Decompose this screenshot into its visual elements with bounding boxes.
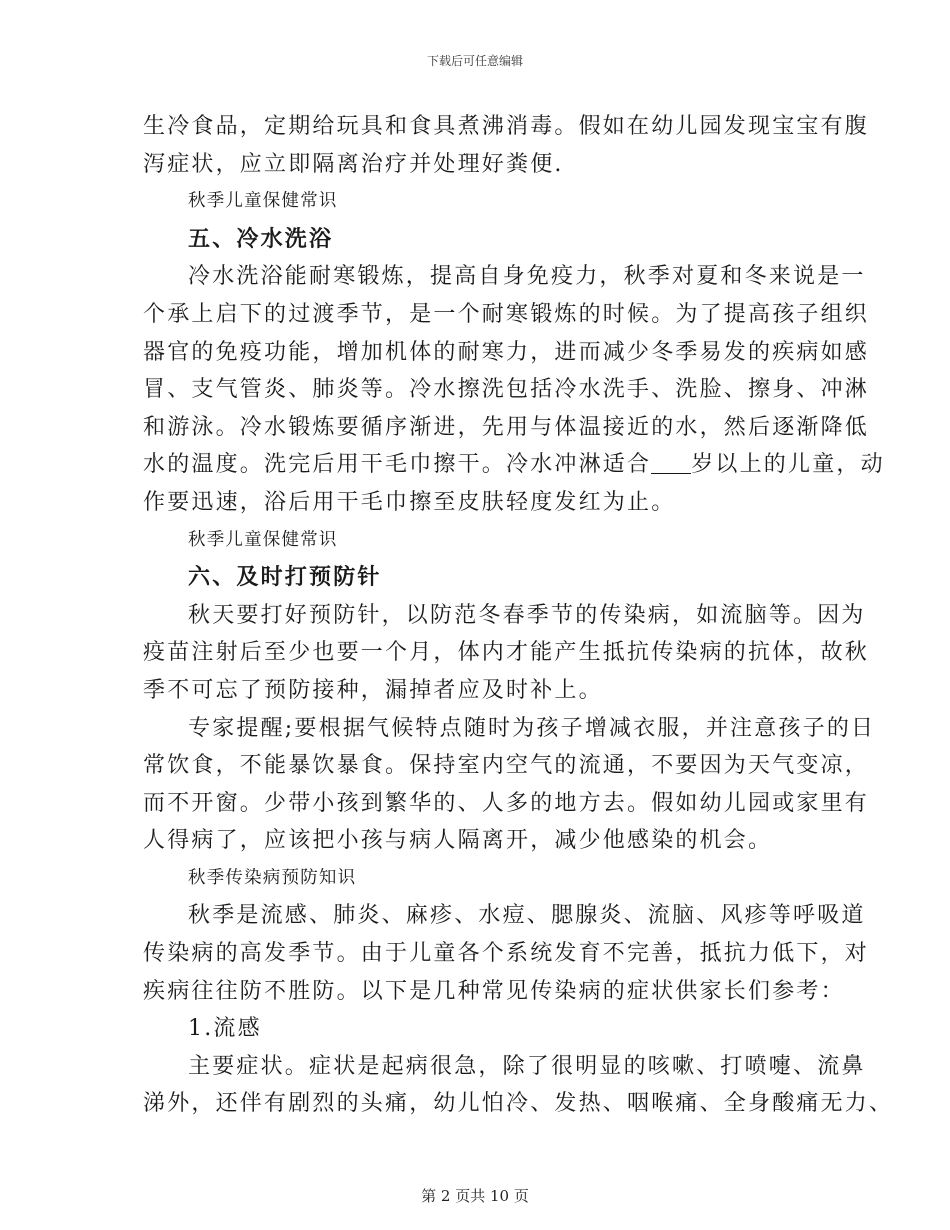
paragraph-line: 季不可忘了预防接种，漏掉者应及时补上。 <box>143 677 603 703</box>
section-label: 秋季传染病预防知识 <box>188 867 357 888</box>
paragraph-line: 冒、支气管炎、肺炎等。冷水擦洗包括冷水洗手、洗脸、擦身、冲淋 <box>143 377 870 403</box>
paragraph-line: 冷水洗浴能耐寒锻炼，提高自身免疫力，秋季对夏和冬来说是一 <box>188 264 866 290</box>
paragraph-line: 和游泳。冷水锻炼要循序渐进，先用与体温接近的水，然后逐渐降低 <box>143 414 870 440</box>
paragraph-line: 常饮食，不能暴饮暴食。保持室内空气的流通，不要因为天气变凉， <box>143 753 870 779</box>
list-item-heading: 1.流感 <box>188 1016 262 1042</box>
paragraph-line: 疾病往往防不胜防。以下是几种常见传染病的症状供家长们参考： <box>143 978 845 1004</box>
page-header: 下载后可任意编辑 <box>426 54 523 68</box>
section-label: 秋季儿童保健常识 <box>188 529 338 550</box>
paragraph-line: 专家提醒;要根据气候特点随时为孩子增减衣服，并注意孩子的日 <box>188 715 876 741</box>
text-segment: 水的温度。洗完后用干毛巾擦干。冷水冲淋适合 <box>143 452 652 478</box>
section-heading: 五、冷水洗浴 <box>188 225 334 252</box>
paragraph-line: 器官的免疫功能，增加机体的耐寒力，进而减少冬季易发的疾病如感 <box>143 339 870 365</box>
page-footer: 第 2 页共 10 页 <box>421 1187 529 1205</box>
section-label: 秋季儿童保健常识 <box>188 191 338 212</box>
paragraph-line: 人得病了，应该把小孩与病人隔离开，减少他感染的机会。 <box>143 828 773 854</box>
paragraph-line: 作要迅速，浴后用干毛巾擦至皮肤轻度发红为止。 <box>143 489 676 515</box>
paragraph-line: 传染病的高发季节。由于儿童各个系统发育不完善，抵抗力低下，对 <box>143 941 870 967</box>
text-segment: 岁以上的儿童，动 <box>691 452 885 478</box>
paragraph-line: 个承上启下的过渡季节，是一个耐寒锻炼的时候。为了提高孩子组织 <box>143 301 870 327</box>
paragraph-line: 生冷食品，定期给玩具和食具煮沸消毒。假如在幼儿园发现宝宝有腹 <box>143 114 870 139</box>
paragraph-line: 秋天要打好预防针，以防范冬春季节的传染病，如流脑等。因为 <box>188 602 866 628</box>
document-body <box>143 108 894 1123</box>
paragraph-line: 泻症状，应立即隔离治疗并处理好粪便. <box>143 151 564 177</box>
paragraph-line: 涕外，还伴有剧烈的头痛，幼儿怕冷、发热、咽喉痛、全身酸痛无力、 <box>143 1091 894 1117</box>
paragraph-line: 疫苗注射后至少也要一个月，体内才能产生抵抗传染病的抗体，故秋 <box>143 640 870 666</box>
fill-in-blank <box>651 451 691 474</box>
paragraph-line-with-blank <box>143 446 885 484</box>
paragraph-line: 而不开窗。少带小孩到繁华的、人多的地方去。假如幼儿园或家里有 <box>143 790 870 816</box>
section-heading: 六、及时打预防针 <box>188 564 382 591</box>
paragraph-line: 秋季是流感、肺炎、麻疹、水痘、腮腺炎、流脑、风疹等呼吸道 <box>188 903 866 929</box>
paragraph-line: 主要症状。症状是起病很急，除了很明显的咳嗽、打喷嚏、流鼻 <box>188 1053 866 1079</box>
